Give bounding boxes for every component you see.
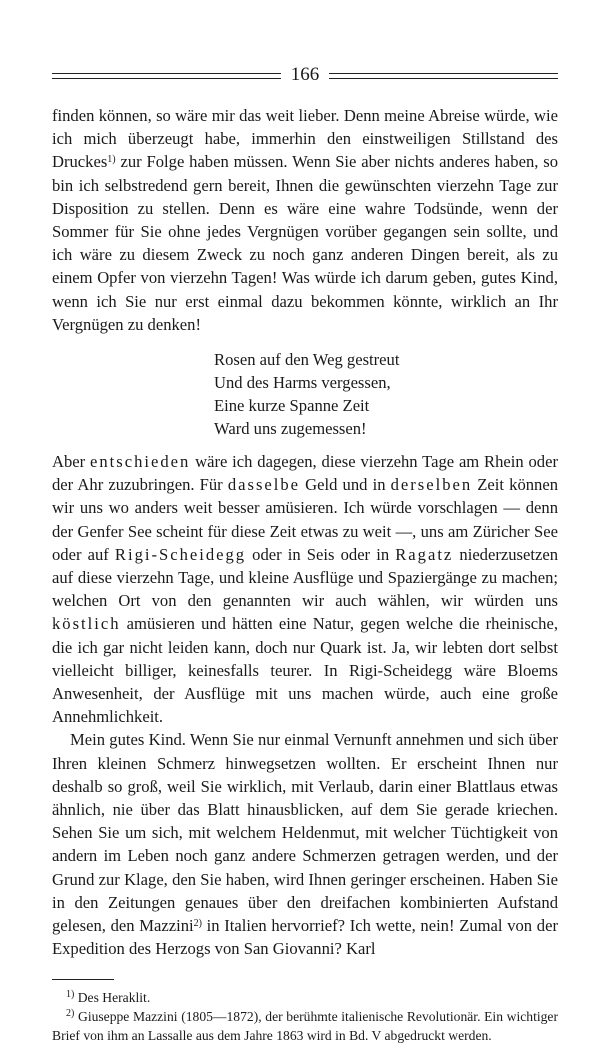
- footnote-1: [52, 988, 558, 1007]
- para2-text-3: Geld und in: [300, 475, 391, 495]
- para2-text-6: niederzusetzen auf diese vierzehn Tage, und kleine Ausflüge und Spaziergänge zu machen; welchen Ort von den genannten wir auch wählen, wir würden uns: [52, 544, 558, 611]
- page-header: [52, 60, 558, 92]
- page-number: 166: [290, 64, 320, 85]
- poem-line-1: Rosen auf den Weg gestreut: [214, 350, 400, 370]
- footnote-ref-2: 2): [193, 918, 202, 930]
- para2-emph-2: dasselbe: [227, 475, 301, 495]
- poem: [214, 348, 558, 440]
- para2-text-4: Zeit können wir uns wo anders weit besser amüsieren. Ich würde vorschlagen — denn der Genfer See scheint für diese Zeit etwas zu weit —, uns am Züricher See oder auf: [52, 475, 559, 564]
- paragraph-3: [52, 728, 558, 960]
- para3-text-1: Mein gutes Kind. Wenn Sie nur einmal Vernunft annehmen und sich über Ihren kleinen Schmerz hinwegsetzen wollten. Er erscheint Ihnen nur deshalb so groß, weil Sie wirklich, mit Verlaub, darin einer Blattlaus etwas ähnlich, nie über das Blatt hinausblicken, auf dem Sie gerade kriechen. Sehen Sie um sich, mit welchem Heldenmut, mit welcher Tüchtigkeit von andern im Leben noch ganz andere Schmerzen getragen werden, und der Grund zur Klage, den Sie haben, wird Ihnen geringer erscheinen. Haben Sie in den Zeitungen genaues über den dreifachen kombinierten Aufstand gelesen, den Mazzini: [52, 730, 558, 936]
- footnote-1-text: Des Heraklit.: [74, 989, 151, 1005]
- footnote-2-text: Giuseppe Mazzini (1805—1872), der berühmte italienische Revolutionär. Ein wichtiger Brief von ihm an Lassalle aus dem Jahre 1863 wird in Bd. V abgedruckt werden.: [52, 1008, 558, 1043]
- para2-emph-3: derselben: [390, 475, 473, 495]
- footnote-2-mark: 2): [66, 1007, 75, 1019]
- para2-text-5: oder in Seis oder in: [246, 544, 396, 564]
- para2-emph-6: köstlich: [52, 614, 121, 634]
- poem-line-4: Ward uns zugemessen!: [214, 419, 367, 439]
- para1-line-1: finden können, so wäre mir das weit lieber. Denn meine Abreise würde,: [52, 106, 530, 125]
- poem-line-2: Und des Harms vergessen,: [214, 373, 391, 393]
- para1-line-2: wie ich mich überzeugt habe, immerhin den einstweiligen Stillstand des: [52, 106, 558, 149]
- para2-emph-1: entschieden: [90, 452, 191, 472]
- footnote-2: [52, 1007, 558, 1045]
- paragraph-2: [52, 450, 558, 728]
- footnote-separator: [52, 979, 114, 980]
- para1-text-b: zur Folge haben müssen. Wenn Sie aber nichts anderes haben, so bin ich selbstredend gern bereit, Ihnen die gewünschten vierzehn Tage zur Disposition zu stellen. Denn es wäre eine wahre Todsünde, wenn der Sommer für Sie ohne jedes Vergnügen vorüber gegangen sein sollte, und ich wäre zu diesem Zweck zu noch ganz anderen Dingen bereit, als zu einem Opfer von vierzehn Tagen! Was würde ich darum geben, gutes Kind, wenn ich Sie nur erst einmal dazu bekommen könnte, wirklich an Ihr Vergnügen zu denken!: [52, 152, 558, 334]
- footnote-ref-1: 1): [107, 154, 116, 166]
- para2-emph-5: Ragatz: [395, 544, 454, 564]
- poem-line-3: Eine kurze Spanne Zeit: [214, 396, 370, 416]
- header-rule-left: [52, 73, 281, 79]
- para2-emph-4: Rigi-Scheidegg: [114, 544, 247, 564]
- para3-text-2: in Italien hervorrief? Ich wette, nein! Zumal von der Expedition des Herzogs von San Giovanni? Karl: [52, 916, 558, 959]
- para2-text-1: Aber: [52, 452, 91, 472]
- para1-text-a: Druckes: [52, 152, 108, 172]
- para2-text-2: wäre ich dagegen, diese vierzehn Tage am Rhein oder der Ahr zuzubringen. Für: [52, 452, 558, 495]
- footnotes: [52, 988, 558, 1045]
- paragraph-1: [52, 104, 558, 336]
- book-page: [52, 60, 558, 1045]
- header-rule-right: [329, 73, 558, 79]
- body-text: [52, 104, 558, 961]
- footnote-1-mark: 1): [66, 988, 75, 1000]
- para2-text-7: amüsieren und hätten eine Natur, gegen welche die rheinische, die ich gar nicht leiden kann, doch nur Quark ist. Ja, wir lebten dort selbst vielleicht billiger, keinesfalls teurer. In Rigi-Scheidegg wäre Bloems Anwesenheit, der Ausflüge mit uns machen würde, auch eine große Annehmlichkeit.: [52, 614, 558, 727]
